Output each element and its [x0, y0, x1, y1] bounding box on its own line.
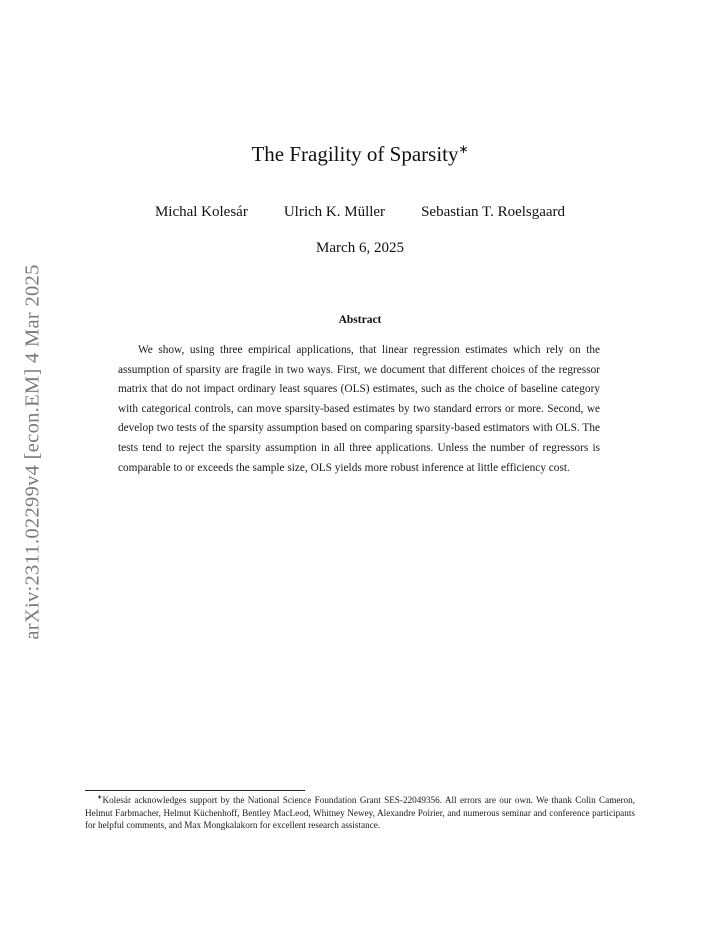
- footnote-divider: [85, 790, 305, 791]
- author-name: Sebastian T. Roelsgaard: [421, 204, 566, 220]
- abstract-heading: Abstract: [338, 314, 382, 326]
- footnote-marker: ∗: [97, 793, 103, 801]
- author-name: Michal Kolesár: [154, 204, 248, 220]
- title-footnote-marker: ∗: [458, 142, 469, 156]
- footnote: [85, 794, 635, 832]
- paper-title-text: The Fragility of Sparsity: [251, 142, 459, 166]
- abstract-text: We show, using three empirical applications, that linear regression estimates which rely on the assumption of sparsity are fragile in two ways. First, we document that different choices of the regressor matrix that do not impact ordinary least squares (OLS) estimates, such as the choice of baseline category with categorical controls, can move sparsity-based estimates by two standard errors or more. Second, we develop two tests of the sparsity assumption based on comparing sparsity-based estimators with OLS. The tests tend to reject the sparsity assumption in all three applications. Unless the number of regressors is comparable to or exceeds the sample size, OLS yields more robust inference at little efficiency cost.: [118, 344, 600, 474]
- paper-date: March 6, 2025: [316, 240, 404, 256]
- arxiv-identifier-stamp: arXiv:2311.02299v4 [econ.EM] 4 Mar 2025: [21, 264, 44, 640]
- author-name: Ulrich K. Müller: [283, 204, 386, 220]
- author-list: [0, 204, 720, 221]
- paper-title: [0, 142, 720, 167]
- footnote-text: Kolesár acknowledges support by the National Science Foundation Grant SES-22049356. All errors are our own. We thank Colin Cameron, Helmut Farbmacher, Helmut Küchenhoff, Bentley MacLeod, Whitney Newey, Alexandre Poirier, and numerous seminar and conference participants for helpful comments, and Max Mongkalakorn for excellent research assistance.: [85, 795, 635, 831]
